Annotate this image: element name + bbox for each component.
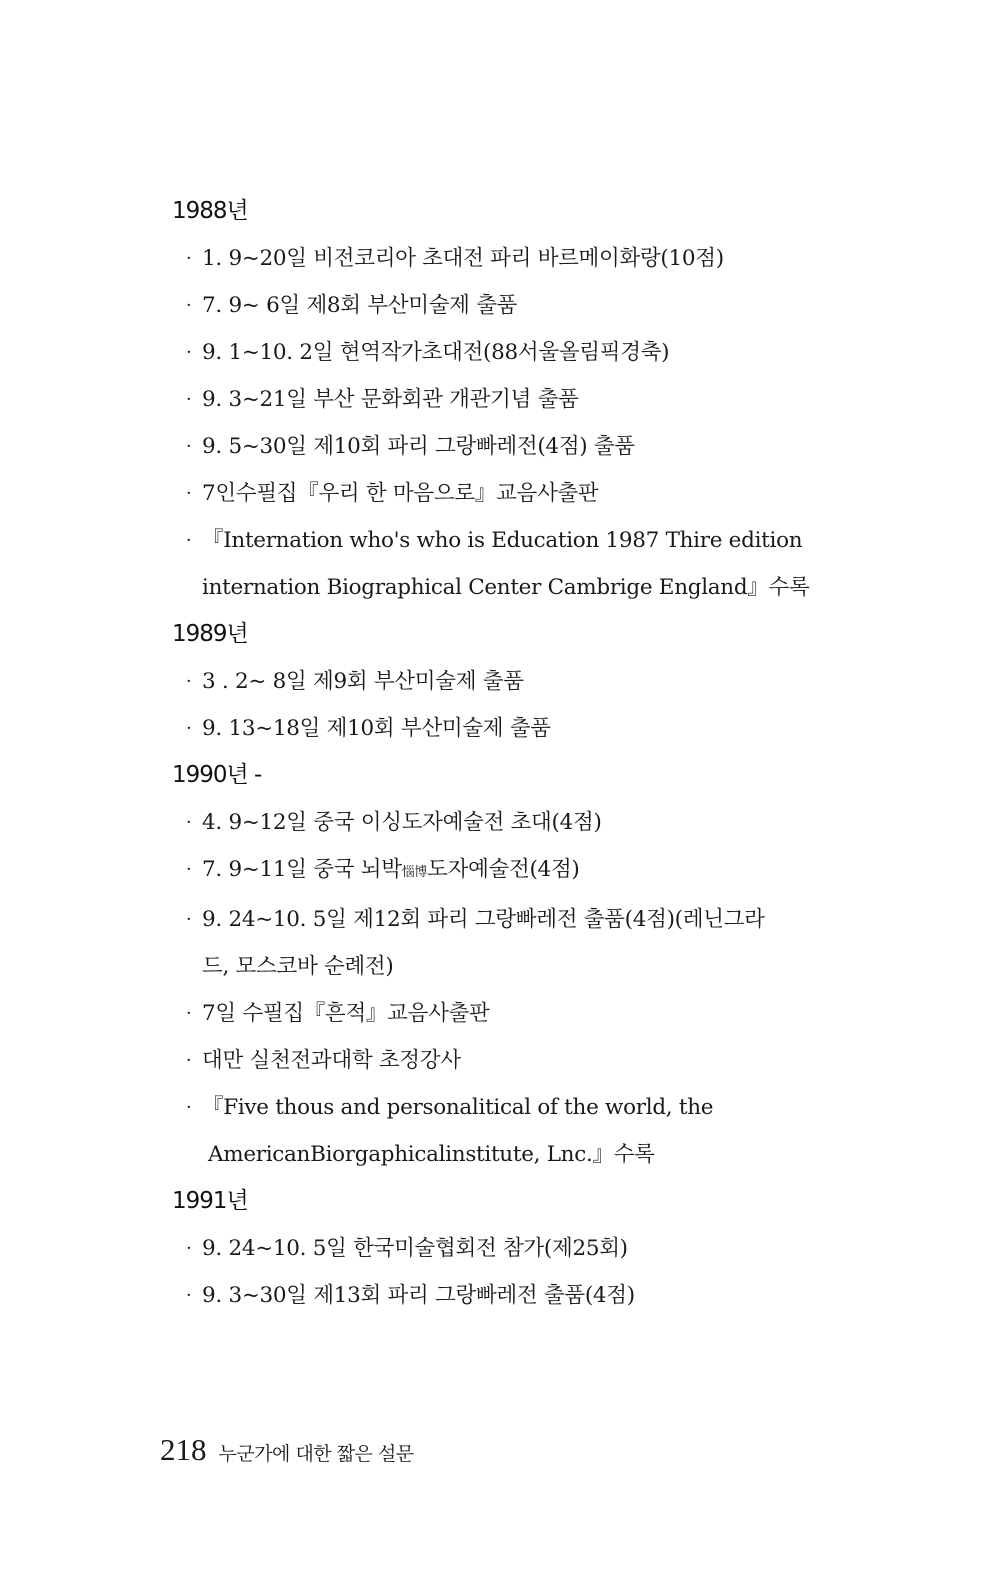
- bullet-dot: ·: [186, 909, 192, 930]
- chronology-content: [172, 188, 812, 1319]
- bullet-dot: ·: [186, 718, 192, 739]
- list-item: · 9. 24~10. 5일 한국미술협회전 참가(제25회): [172, 1225, 812, 1272]
- page-number: 218: [160, 1432, 207, 1467]
- hanja-annotation: 惱博: [401, 865, 428, 880]
- list-item-wrapped: · 9. 24~10. 5일 제12회 파리 그랑빠레전 출품(4점)(레닌그라 드, 모스코바 순례전): [172, 896, 812, 990]
- list-item: · 7. 9~11일 중국 뇌박惱博도자예술전(4점): [172, 846, 812, 896]
- book-title: 누군가에 대한 짧은 설문: [218, 1443, 414, 1465]
- bullet-dot: ·: [186, 248, 192, 269]
- year-heading-1990: 1990년 -: [172, 762, 262, 788]
- bullet-dot: ·: [186, 1285, 192, 1306]
- list-item: · 1. 9~20일 비전코리아 초대전 파리 바르메이화랑(10점): [172, 235, 812, 282]
- list-item: · 7일 수필집『흔적』교음사출판: [172, 990, 812, 1037]
- bullet-dot: ·: [186, 1050, 192, 1071]
- year-heading-1989: 1989년: [172, 621, 248, 647]
- list-item: · 9. 5~30일 제10회 파리 그랑빠레전(4점) 출품: [172, 423, 812, 470]
- list-item-wrapped: · 『Internation who's who is Education 1987 Thire edition internation Biographical Center Cambrige England』수록: [172, 517, 812, 611]
- bullet-dot: ·: [186, 1097, 192, 1118]
- list-item-wrapped: · 『Five thous and personalitical of the world, the AmericanBiorgaphicalinstitute, Lnc.』수록: [172, 1084, 812, 1178]
- list-item: · 대만 실천전과대학 초정강사: [172, 1037, 812, 1084]
- list-item: · 7인수필집『우리 한 마음으로』교음사출판: [172, 470, 812, 517]
- bullet-dot: ·: [186, 671, 192, 692]
- year-heading-1991: 1991년: [172, 1188, 248, 1214]
- bullet-dot: ·: [186, 1238, 192, 1259]
- list-item: · 9. 13~18일 제10회 부산미술제 출품: [172, 705, 812, 752]
- bullet-dot: ·: [186, 342, 192, 363]
- list-item: · 9. 3~30일 제13회 파리 그랑빠레전 출품(4점): [172, 1272, 812, 1319]
- list-item: · 9. 1~10. 2일 현역작가초대전(88서울올림픽경축): [172, 329, 812, 376]
- bullet-dot: ·: [186, 1003, 192, 1024]
- bullet-dot: ·: [186, 295, 192, 316]
- bullet-dot: ·: [186, 389, 192, 410]
- list-item: · 3 . 2~ 8일 제9회 부산미술제 출품: [172, 658, 812, 705]
- year-heading-1988: 1988년: [172, 198, 248, 224]
- bullet-dot: ·: [186, 483, 192, 504]
- list-item: · 7. 9~ 6일 제8회 부산미술제 출품: [172, 282, 812, 329]
- bullet-dot: ·: [186, 859, 192, 880]
- page-footer: [160, 1432, 414, 1476]
- bullet-dot: ·: [186, 436, 192, 457]
- list-item: · 4. 9~12일 중국 이싱도자예술전 초대(4점): [172, 799, 812, 846]
- bullet-dot: ·: [186, 530, 192, 551]
- list-item: · 9. 3~21일 부산 문화회관 개관기념 출품: [172, 376, 812, 423]
- bullet-dot: ·: [186, 812, 192, 833]
